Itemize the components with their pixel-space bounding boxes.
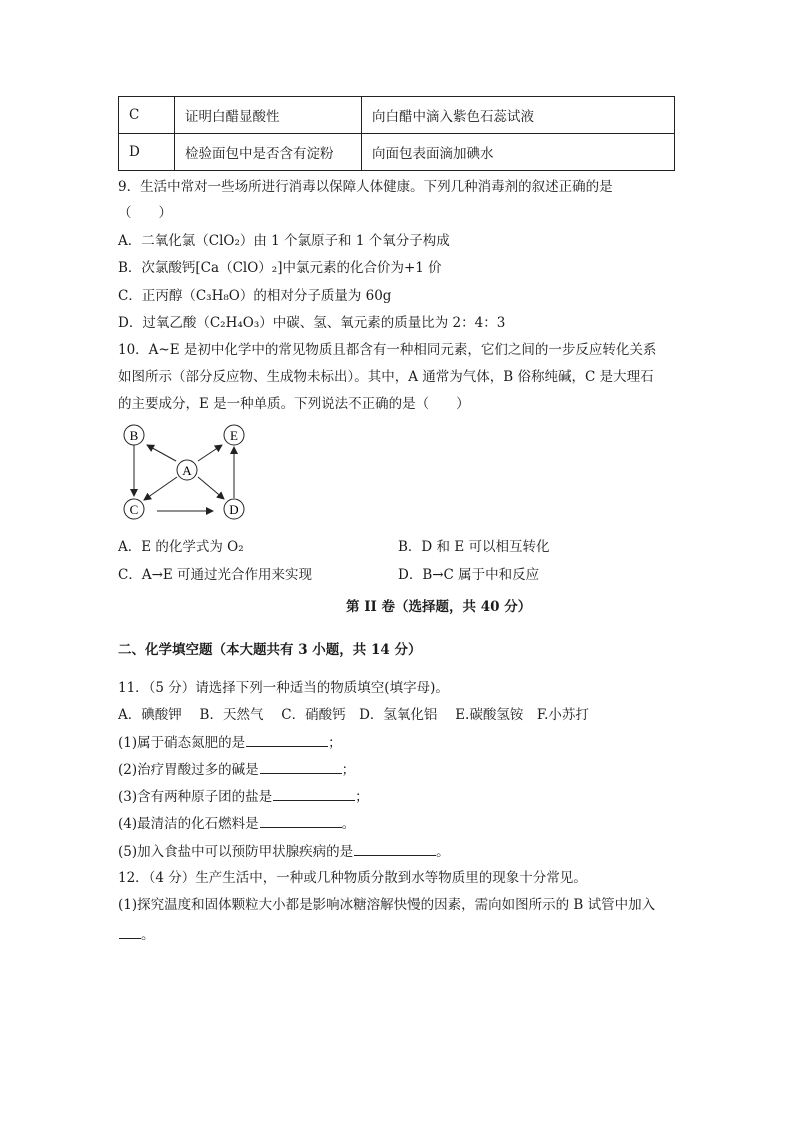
svg-text:E: E: [230, 428, 238, 443]
volume-title: 第 II 卷（选择题，共 40 分）: [346, 599, 532, 615]
svg-text:C: C: [129, 502, 139, 517]
q9-option-c: C．正丙醇（C₃H₈O）的相对分子质量为 60g: [118, 288, 392, 304]
node-b: [124, 425, 144, 445]
row-purpose: 证明白醋显酸性: [175, 97, 362, 134]
answer-blank[interactable]: [260, 759, 342, 774]
q11-item-2: (2)治疗胃酸过多的碱是 ；: [118, 758, 355, 778]
answer-blank[interactable]: [260, 813, 342, 828]
reaction-diagram: [118, 420, 268, 530]
q9-option-a: A．二氧化氯（ClO₂）由 1 个氯原子和 1 个氧分子构成: [118, 233, 450, 249]
arrow-a-to-c: [144, 477, 177, 500]
q12-part1-answer: 。: [118, 923, 155, 943]
q11-options: A．碘酸钾 B．天然气 C．硝酸钙 D．氢氧化铝 E.碳酸氢铵 F.小苏打: [118, 707, 589, 723]
q11-item-3: (3)含有两种原子团的盐是 ；: [118, 785, 369, 805]
node-d: [224, 499, 244, 519]
answer-blank[interactable]: [273, 786, 355, 801]
node-e: [224, 425, 244, 445]
q11-item-1: (1)属于硝态氮肥的是 ；: [118, 731, 342, 751]
answer-blank[interactable]: [354, 841, 436, 856]
q12-part1: (1)探究温度和固体颗粒大小都是影响冰糖溶解快慢的因素，需向如图所示的 B 试管中加入: [118, 897, 656, 913]
q9-option-b: B．次氯酸钙[Ca（ClO）₂]中氯元素的化合价为+1 价: [118, 260, 442, 276]
q9-stem: 9．生活中常对一些场所进行消毒以保障人体健康。下列几种消毒剂的叙述正确的是: [118, 179, 613, 195]
q10-line-1: 10．A~E 是初中化学中的常见物质且都含有一种相同元素，它们之间的一步反应转化关系: [118, 342, 657, 358]
arrow-a-to-d: [198, 477, 224, 499]
q10-line-2: 如图所示（部分反应物、生成物未标出）。其中，A 通常为气体，B 俗称纯碱，C 是大理石: [118, 369, 654, 385]
q10-option-c: C．A→E 可通过光合作用来实现: [118, 567, 313, 583]
q9-option-d: D．过氧乙酸（C₂H₄O₃）中碳、氢、氧元素的质量比为 2：4：3: [118, 315, 506, 331]
arrow-a-to-b: [147, 445, 176, 461]
answer-blank[interactable]: [119, 924, 141, 939]
table-row: [119, 97, 675, 134]
section-heading: 二、化学填空题（本大题共有 3 小题，共 14 分）: [118, 642, 422, 658]
table-row: [119, 134, 675, 171]
q11-item-5: (5)加入食盐中可以预防甲状腺疾病的是 。: [118, 840, 450, 860]
svg-text:D: D: [229, 502, 239, 517]
q9-answer-paren: （ ）: [118, 205, 172, 221]
node-a: [177, 460, 197, 480]
svg-text:A: A: [182, 463, 192, 478]
arrow-a-to-e: [198, 445, 222, 461]
q10-line-3: 的主要成分，E 是一种单质。下列说法不正确的是（ ）: [118, 396, 470, 412]
svg-text:B: B: [129, 428, 139, 443]
q10-option-a: A．E 的化学式为 O₂: [118, 539, 244, 555]
q10-option-b: B．D 和 E 可以相互转化: [398, 539, 550, 555]
node-c: [124, 499, 144, 519]
q12-stem: 12．（4 分）生产生活中，一种或几种物质分散到水等物质里的现象十分常见。: [118, 870, 587, 886]
row-method: 向面包表面滴加碘水: [362, 134, 675, 171]
q11-item-4: (4)最清洁的化石燃料是 。: [118, 812, 355, 832]
q10-option-d: D．B→C 属于中和反应: [398, 567, 540, 583]
row-purpose: 检验面包中是否含有淀粉: [175, 134, 362, 171]
options-table: [118, 96, 675, 171]
row-label: D: [119, 134, 175, 171]
q11-stem: 11．（5 分）请选择下列一种适当的物质填空(填字母)。: [118, 680, 449, 696]
row-label: C: [119, 97, 175, 134]
row-method: 向白醋中滴入紫色石蕊试液: [362, 97, 675, 134]
answer-blank[interactable]: [246, 732, 328, 747]
